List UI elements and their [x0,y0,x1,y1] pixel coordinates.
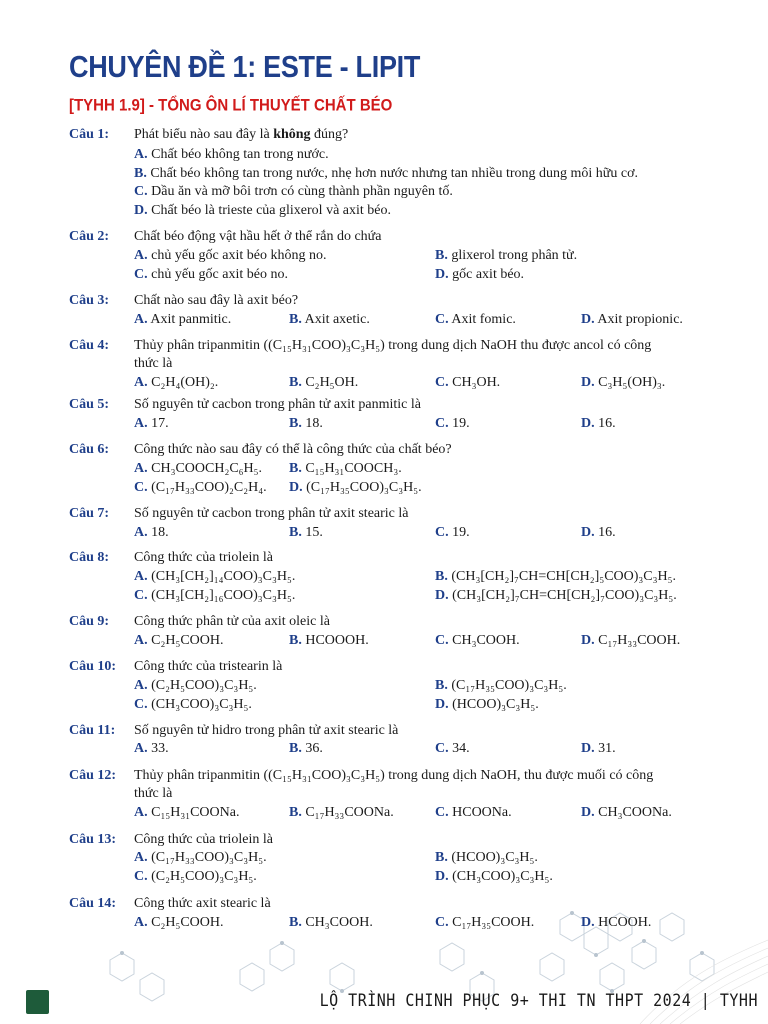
question-2-option-b: B. glixerol trong phân tử. [435,248,578,263]
question-4-stem: Thủy phân tripanmitin ((C₁₅H₃₁COO)₃C₃H₅) trong dung dịch NaOH thu được ancol có công [134,338,652,353]
question-14-number: Câu 14: [69,896,117,911]
question-4-option-d: D. C₃H₅(OH)₃. [581,375,666,390]
question-11-number: Câu 11: [69,723,116,738]
question-4-number: Câu 4: [69,338,110,353]
question-7-number: Câu 7: [69,506,110,521]
question-10-option-c: C. (CH₃COO)₃C₃H₅. [134,697,252,712]
question-14-option-a: A. C₂H₅COOH. [134,915,224,930]
question-9-number: Câu 9: [69,614,110,629]
question-8-number: Câu 8: [69,550,110,565]
question-12-number: Câu 12: [69,768,117,783]
question-3-option-c: C. Axit fomic. [435,312,516,327]
question-1-option-d: D. Chất béo là trieste của glixerol và axit béo. [134,203,391,218]
question-12-stem: Thủy phân tripanmitin ((C₁₅H₃₁COO)₃C₃H₅) trong dung dịch NaOH, thu được muối có công [134,768,654,783]
question-9-option-c: C. CH₃COOH. [435,633,520,648]
question-2-option-a: A. chủ yếu gốc axit béo không no. [134,248,327,263]
publisher-logo [26,990,49,1014]
question-3-option-b: B. Axit axetic. [289,312,370,327]
question-10-stem: Công thức của tristearin là [134,659,283,674]
question-13-number: Câu 13: [69,832,117,847]
question-13-option-d: D. (CH₃COO)₃C₃H₅. [435,869,553,884]
question-4-option-c: C. CH₃OH. [435,375,501,390]
question-10-option-b: B. (C₁₇H₃₅COO)₃C₃H₅. [435,678,567,693]
question-12-option-c: C. HCOONa. [435,805,512,820]
question-9-option-d: D. C₁₇H₃₃COOH. [581,633,681,648]
question-4-option-a: A. C₂H₄(OH)₂. [134,375,219,390]
question-5-option-a: A. 17. [134,416,169,431]
question-7-option-b: B. 15. [289,525,323,540]
question-8-option-a: A. (CH₃[CH₂]₁₄COO)₃C₃H₅. [134,569,296,584]
page-title: CHUYÊN ĐỀ 1: ESTE - LIPIT [69,50,421,84]
question-4-option-b: B. C₂H₅OH. [289,375,359,390]
question-9-option-b: B. HCOOOH. [289,633,369,648]
question-6-option-b: B. C₁₅H₃₁COOCH₃. [289,461,402,476]
question-10-option-d: D. (HCOO)₃C₃H₅. [435,697,539,712]
question-11-stem: Số nguyên tử hidro trong phân tử axit stearic là [134,723,399,738]
question-8-stem: Công thức của triolein là [134,550,273,565]
question-9-option-a: A. C₂H₅COOH. [134,633,224,648]
question-12-option-d: D. CH₃COONa. [581,805,672,820]
section-subtitle: [TYHH 1.9] - TỔNG ÔN LÍ THUYẾT CHẤT BÉO [69,96,393,115]
question-14-stem: Công thức axit stearic là [134,896,271,911]
question-7-option-a: A. 18. [134,525,169,540]
question-7-option-d: D. 16. [581,525,616,540]
question-1-number: Câu 1: [69,127,110,142]
question-6-stem: Công thức nào sau đây có thể là công thức của chất béo? [134,442,452,457]
question-13-option-c: C. (C₂H₅COO)₃C₃H₅. [134,869,257,884]
question-11-option-a: A. 33. [134,741,169,756]
question-5-option-d: D. 16. [581,416,616,431]
question-11-option-d: D. 31. [581,741,616,756]
question-2-number: Câu 2: [69,229,110,244]
question-8-option-c: C. (CH₃[CH₂]₁₆COO)₃C₃H₅. [134,588,296,603]
question-1-option-a: A. Chất béo không tan trong nước. [134,147,329,162]
question-4-stem-continued: thức là [134,356,173,371]
question-3-number: Câu 3: [69,293,110,308]
question-10-number: Câu 10: [69,659,117,674]
question-10-option-a: A. (C₂H₅COO)₃C₃H₅. [134,678,257,693]
question-5-stem: Số nguyên tử cacbon trong phân tử axit panmitic là [134,397,421,412]
question-5-number: Câu 5: [69,397,110,412]
question-9-stem: Công thức phân tử của axit oleic là [134,614,330,629]
question-14-option-c: C. C₁₇H₃₅COOH. [435,915,535,930]
question-5-option-c: C. 19. [435,416,470,431]
question-6-option-d: D. (C₁₇H₃₅COO)₃C₃H₅. [289,480,422,495]
question-12-option-a: A. C₁₅H₃₁COONa. [134,805,240,820]
question-8-option-b: B. (CH₃[CH₂]₇CH=CH[CH₂]₅COO)₃C₃H₅. [435,569,677,584]
question-13-option-b: B. (HCOO)₃C₃H₅. [435,850,538,865]
question-6-option-c: C. (C₁₇H₃₃COO)₂C₂H₄. [134,480,267,495]
question-11-option-c: C. 34. [435,741,470,756]
question-13-option-a: A. (C₁₇H₃₃COO)₃C₃H₅. [134,850,267,865]
question-1-option-c: C. Dầu ăn và mỡ bôi trơn có cùng thành phần nguyên tố. [134,184,453,199]
question-6-option-a: A. CH₃COOCH₂C₆H₅. [134,461,263,476]
question-13-stem: Công thức của triolein là [134,832,273,847]
question-2-option-d: D. gốc axit béo. [435,267,525,282]
question-12-option-b: B. C₁₇H₃₃COONa. [289,805,394,820]
question-3-stem: Chất nào sau đây là axit béo? [134,293,299,308]
question-14-option-b: B. CH₃COOH. [289,915,373,930]
question-11-option-b: B. 36. [289,741,323,756]
question-1-option-b: B. Chất béo không tan trong nước, nhẹ hơn nước nhưng tan nhiều trong dung môi hữu cơ. [134,166,639,181]
question-14-option-d: D. HCOOH. [581,915,652,930]
question-7-option-c: C. 19. [435,525,470,540]
question-6-number: Câu 6: [69,442,110,457]
question-2-option-c: C. chủ yếu gốc axit béo no. [134,267,288,282]
question-1-stem: Phát biểu nào sau đây là không đúng? [134,127,349,142]
question-5-option-b: B. 18. [289,416,323,431]
question-2-stem: Chất béo động vật hầu hết ở thể rắn do chứa [134,229,382,244]
footer-course-title: LỘ TRÌNH CHINH PHỤC 9+ THI TN THPT 2024 | TYHH [319,990,758,1011]
question-8-option-d: D. (CH₃[CH₂]₇CH=CH[CH₂]₇COO)₃C₃H₅. [435,588,677,603]
question-3-option-d: D. Axit propionic. [581,312,683,327]
question-12-stem-continued: thức là [134,786,173,801]
question-3-option-a: A. Axit panmitic. [134,312,232,327]
question-7-stem: Số nguyên tử cacbon trong phân tử axit stearic là [134,506,409,521]
